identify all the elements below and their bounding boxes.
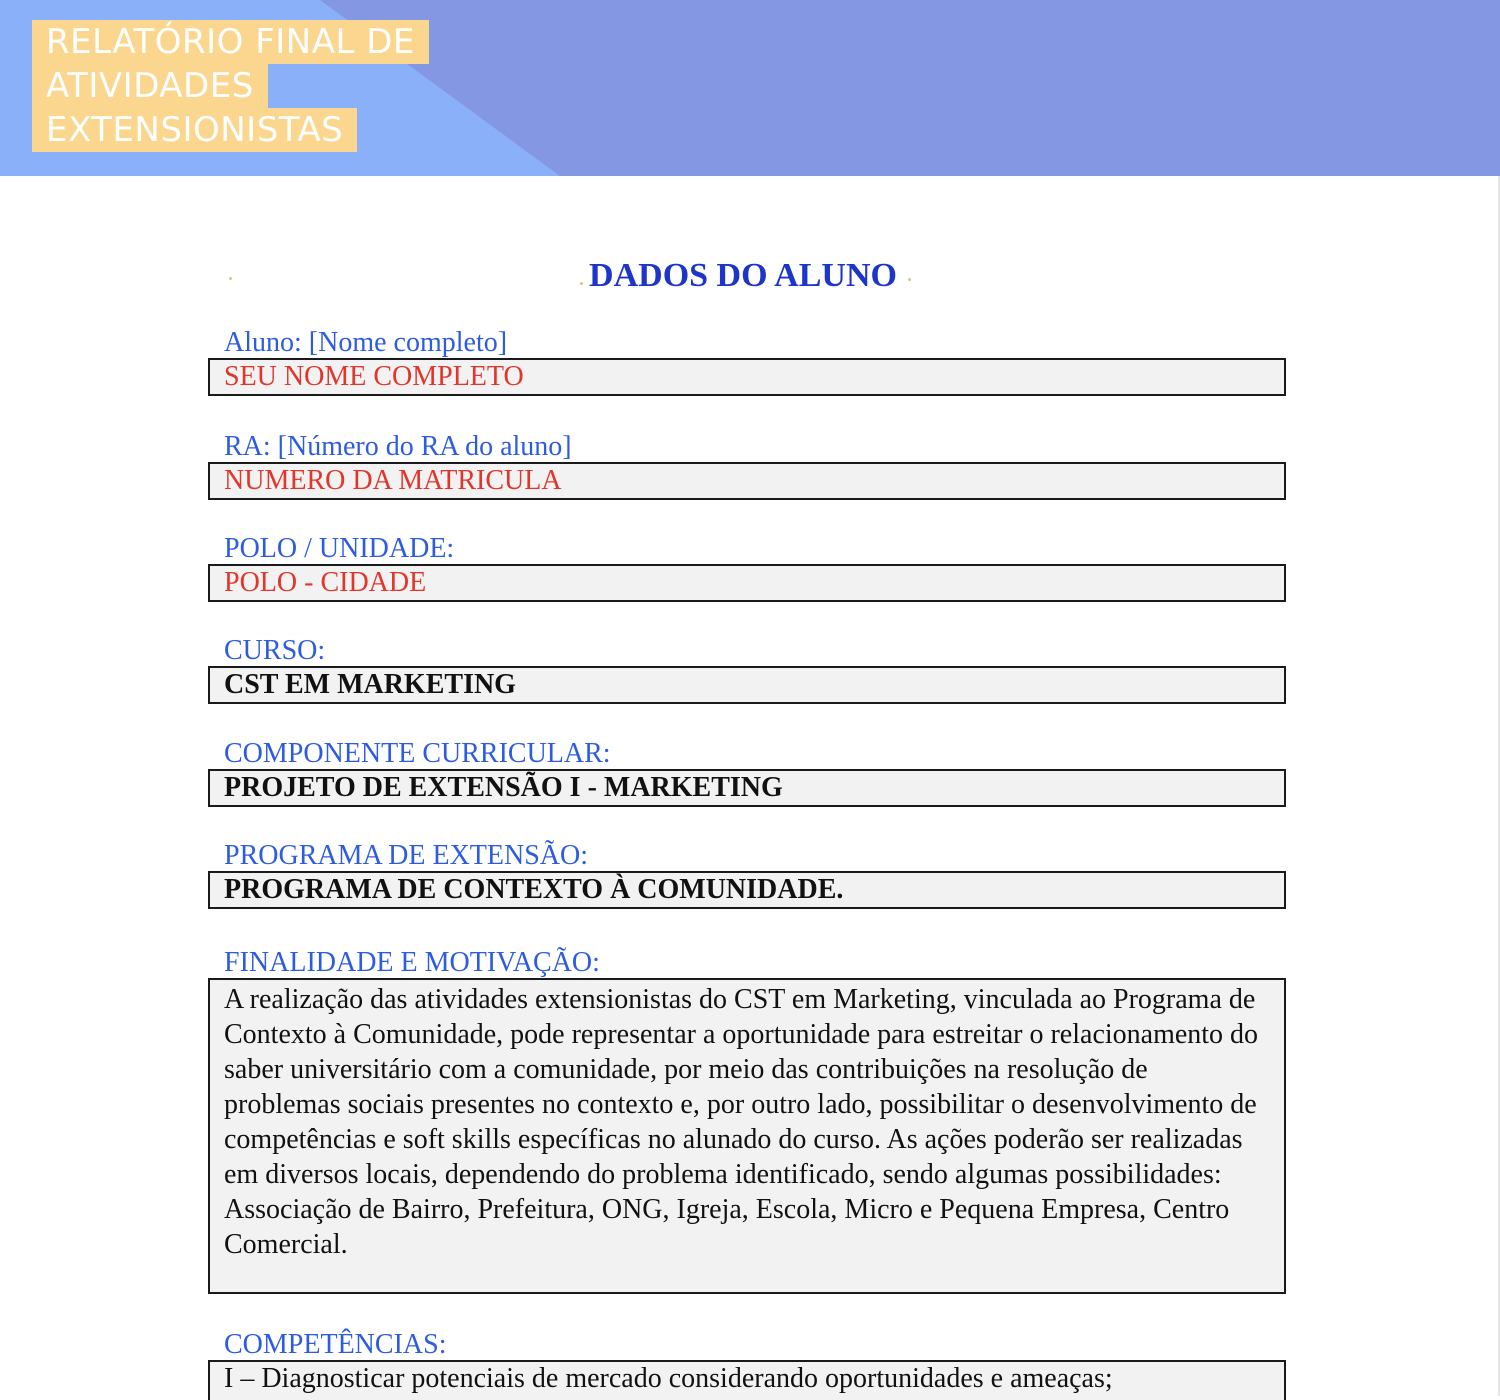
field-value-ra[interactable]: NUMERO DA MATRICULA	[208, 462, 1286, 500]
field-value-competencias: I – Diagnosticar potenciais de mercado considerando oportunidades e ameaças;	[208, 1360, 1286, 1400]
banner-title-line-1: RELATÓRIO FINAL DE	[32, 20, 429, 64]
field-curso	[208, 636, 1286, 704]
banner-title-line-2: ATIVIDADES	[32, 64, 268, 108]
field-aluno	[208, 328, 1286, 396]
field-label: RA: [Número do RA do aluno]	[224, 431, 572, 462]
field-finalidade	[208, 948, 1286, 1294]
field-label: PROGRAMA DE EXTENSÃO:	[224, 840, 589, 871]
field-value-programa: PROGRAMA DE CONTEXTO À COMUNIDADE.	[208, 871, 1286, 909]
field-competencias	[208, 1330, 1286, 1400]
field-label: CURSO:	[224, 635, 326, 666]
field-componente	[208, 739, 1286, 807]
field-label: Aluno: [Nome completo]	[224, 327, 508, 358]
report-banner	[0, 0, 1500, 176]
field-ra	[208, 432, 1286, 500]
banner-title-line-3: EXTENSIONISTAS	[32, 108, 357, 152]
banner-title	[32, 20, 429, 152]
field-value-nome[interactable]: SEU NOME COMPLETO	[208, 358, 1286, 396]
field-polo	[208, 534, 1286, 602]
field-programa	[208, 841, 1286, 909]
page-title: DADOS DO ALUNO	[589, 257, 897, 294]
field-value-curso: CST EM MARKETING	[208, 666, 1286, 704]
field-label: FINALIDADE E MOTIVAÇÃO:	[224, 947, 600, 978]
field-value-componente: PROJETO DE EXTENSÃO I - MARKETING	[208, 769, 1286, 807]
field-label: COMPONENTE CURRICULAR:	[224, 738, 611, 769]
field-label: COMPETÊNCIAS:	[224, 1329, 447, 1360]
field-value-polo[interactable]: POLO - CIDADE	[208, 564, 1286, 602]
field-value-finalidade: A realização das atividades extensionistas do CST em Marketing, vinculada ao Programa de Contexto à Comunidade, pode representar a oportunidade para estreitar o relacionamento do saber universitário com a comunidade, por meio das contribuições na resolução de problemas sociais presentes no contexto e, por outro lado, possibilitar o desenvolvimento de competências e soft skills específicas no alunado do curso. As ações poderão ser realizadas em diversos locais, dependendo do problema identificado, sendo algumas possibilidades: Associação de Bairro, Prefeitura, ONG, Igreja, Escola, Micro e Pequena Empresa, Centro Comercial.	[208, 978, 1286, 1294]
field-label: POLO / UNIDADE:	[224, 533, 455, 564]
